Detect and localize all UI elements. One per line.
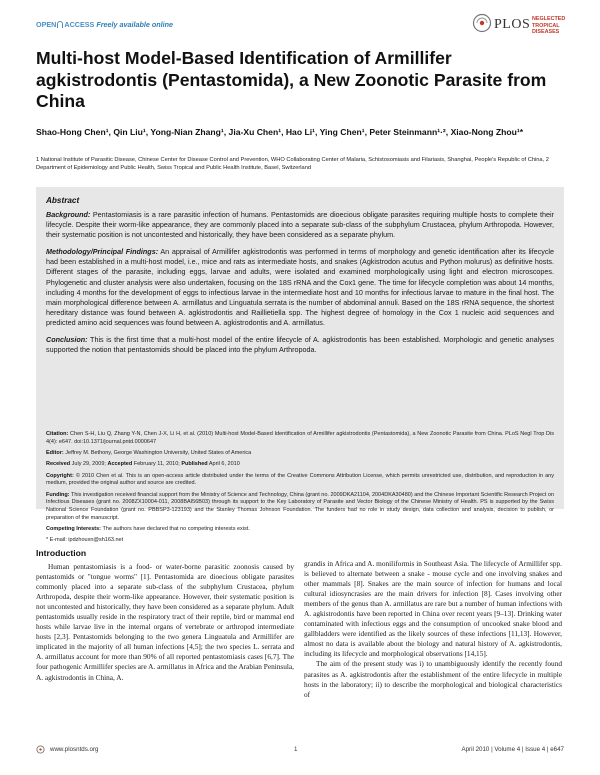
journal-website-link[interactable]: www.plosntds.org — [50, 746, 99, 753]
competing-label: Competing Interests: — [46, 526, 102, 532]
intro-paragraph-1: Human pentastomiasis is a food- or water-borne parasitic zoonosis caused by pentastomids or "tongue worms" [1]. Pentastomida are dioecious obligate parasites commonly placed into a separate sub-class of the subphylum Crustacea, phylum Arthropoda, despite their worm-like appearance. However, their systematic position is not uncontested and historically, they have been considered as a separate phylum. Adult pentastomids usually reside in the respiratory tract of their reptile, bird or mammal end hosts while larvae live in the internal organs of vertebrate or arthropod intermediate hosts [2,3]. Pentastomids belonging to the two genera Linguatula and Armillifer are implicated in the majority of all human infections [4,5]; the two species L. serrata and A. armillatus account for more than 90% of all reported pentastomiasis cases [6,7]. The four pathogenic Armillifer species are A. armillatus in Africa and the Arabian Peninsula, A. agkistrodontis in China, A. — [36, 562, 294, 682]
introduction-heading: Introduction — [36, 548, 87, 558]
abstract-methods — [46, 247, 554, 328]
copyright-label: Copyright: — [46, 472, 74, 479]
competing-text: The authors have declared that no competing interests exist. — [101, 526, 250, 532]
funding-text: This investigation received financial support from the Ministry of Science and Technology, China (grant no. 2009DKA21104, 2004DKA30480) and the Chinese Important Scientific Research Project on Infectious Diseases (grant no. 2008ZX10004-011, 2008BAI56B03) through its support to the Key Laboratory of Parasite and Vector Biology of the Chinese Ministry of Health. PS is supported by the Swiss National Science Foundation (grant no. PBBSP3-123193) and the Stanley Thomas Johnson Foundation. The funders had no role in study design, data collection and analysis, decision to publish, or preparation of the manuscript. — [46, 491, 554, 521]
affiliations: 1 National Institute of Parasitic Disease, Chinese Center for Disease Control and Prevention, WHO Collaborating Center of Malaria, Schistosomiasis and Filariasis, Shanghai, People's Republic of China, 2 Department of Epidemiology and Public Health, Swiss Tropical and Public Health Institute, Basel, Switzerland — [36, 157, 549, 172]
dates — [46, 461, 554, 469]
page-footer — [36, 743, 564, 757]
conclusion-label: Conclusion: — [46, 335, 88, 345]
copyright-text: © 2010 Chen et al. This is an open-access article distributed under the terms of the Creative Commons Attribution License, which permits unrestricted use, distribution, and reproduction in any medium, provided the original author and source are credited. — [46, 472, 554, 487]
open-lock-icon — [57, 21, 63, 28]
accepted-label: Accepted — [107, 461, 133, 468]
methods-label: Methodology/Principal Findings: — [46, 247, 159, 257]
logo-text: PLOS — [494, 17, 531, 32]
competing-interests — [46, 526, 554, 534]
abstract-background — [46, 210, 554, 240]
funding — [46, 492, 554, 523]
article-title: Multi-host Model-Based Identification of Armillifer agkistrodontis (Pentastomida), a New Zoonotic Parasite from China — [36, 48, 547, 111]
intro-paragraph-2: The aim of the present study was i) to unambiguously identify the recently found parasites as A. agkistrodontis after the establishment of the entire lifecycle in multiple hosts in the laboratory; ii) to describe the morphological and biological characteristics of — [304, 659, 562, 699]
abstract-conclusion — [46, 335, 554, 355]
funding-label: Funding: — [46, 491, 70, 498]
body-column-right — [304, 559, 562, 700]
editor-text: Jeffrey M. Bethony, George Washington University, United States of America — [63, 450, 252, 456]
editor — [46, 450, 554, 458]
background-label: Background: — [46, 210, 91, 219]
journal-logo — [472, 11, 576, 37]
body-column-left — [36, 548, 294, 683]
copyright — [46, 473, 554, 488]
plos-logo-icon — [472, 13, 492, 33]
journal-name-line1: NEGLECTED — [532, 16, 566, 22]
citation — [46, 431, 554, 446]
corresponding-email[interactable]: * E-mail: ipdzhouxn@sh163.net — [46, 537, 124, 544]
citation-label: Citation: — [46, 431, 69, 437]
page-number: 1 — [294, 746, 298, 753]
author-list: Shao-Hong Chen¹, Qin Liu¹, Yong-Nian Zhang¹, Jia-Xu Chen¹, Hao Li¹, Ying Chen¹, Peter Steinmann¹·², Xiao-Nong Zhou¹* — [36, 127, 524, 137]
conclusion-text: This is the first time that a multi-host model of the entire lifecycle of A. agkistrodontis has been established. Morphologic and genetic analyses supported the notion that pentastomids should be placed into the phylum Arthropoda. — [46, 335, 554, 355]
access-prefix: OPEN — [36, 20, 57, 29]
received-date: July 29, 2009; — [70, 461, 108, 468]
background-text: Pentastomiasis is a rare parasitic infection of humans. Pentastomids are dioecious obligate parasites requiring multiple hosts to complete their lifecycle. Despite their worm-like appearance, they are commonly placed into a separate sub-class of the subphylum Crustacea, phylum Arthropoda. However, their systematic position is not uncontested and historically, they have been considered as a separate phylum. — [46, 210, 554, 240]
published-label: Published — [181, 461, 208, 468]
issue-citation: April 2010 | Volume 4 | Issue 4 | e647 — [461, 746, 564, 753]
article-metadata — [46, 431, 554, 549]
received-label: Received — [46, 461, 71, 468]
accepted-date: February 11, 2010; — [132, 461, 182, 468]
methods-text: An appraisal of Armillifer agkistrodontis was performed in terms of morphology and genetic identification after its lifecycle had been established in a multi-host model, i.e., mice and rats as intermediate hosts, and snakes (Agkistrodon acutus and Python molurus) as definitive hosts. Different stages of the parasite, including eggs, larvae and adults, were isolated and examined morphologically using light and electron microscopes. Phylogenetic and cluster analysis were also undertaken, focusing on the 18S rRNA and the Cox1 gene. The time for lifecycle completion was about 14 months, including 4 months for the development of eggs to infectious larvae in the intermediate host and 10 months for infectious larvae to mature in the final host. The main morphological difference between A. armillatus and Linguatula serrata is the number of abdominal annuli. Based on the 18S rRNA sequence, the shortest hereditary distance was found between A. agkistrodontis and Raillietiella spp. The highest degree of homology in the Cox 1 nucleic acid sequences and predicted amino acid sequences was found between A. agkistrodontis and A. armillatus. — [46, 247, 555, 327]
plos-small-logo-icon — [36, 745, 45, 754]
published-date: April 6, 2010 — [207, 461, 240, 468]
journal-name — [532, 16, 578, 36]
access-suffix: ACCESS — [64, 20, 95, 29]
abstract-heading: Abstract — [46, 196, 80, 205]
editor-label: Editor: — [46, 450, 64, 456]
open-access-badge — [36, 20, 173, 29]
intro-paragraph-continued: grandis in Africa and A. moniliformis in Southeast Asia. The lifecycle of Armillifer spp. is believed to alternate between a snake - mouse cycle and one involving snakes and other mammals [8]. Snakes are the main source of infection for humans and local cultural idiosyncrasies are the main drivers for infection [8]. Cases involving other members of the genus than A. armillatus are rare but a number of human infections with A. agkistrodontis have been reported in China over recent years [9–13]. Drinking water contaminated with infectious eggs and the consumption of uncooked snake blood and gallbladders were identified as the likely sources of these infections [11,13]. However, almost no data is available about the biology and natural history of A. agkistrodontis, including its lifecycle and morphological observations [14,15]. — [304, 559, 562, 659]
journal-name-line2: TROPICAL DISEASES — [532, 22, 560, 35]
freely-available-label: Freely available online — [96, 20, 174, 29]
citation-text: Chen S-H, Liu Q, Zhang Y-N, Chen J-X, Li H, et al. (2010) Multi-host Model-Based Identification of Armillifer agkistrodontis (Pentastomida), a New Zoonotic Parasite from China. PLoS Negl Trop Dis 4(4): e647. doi:10.1371/journal.pntd.0000647 — [46, 431, 554, 445]
